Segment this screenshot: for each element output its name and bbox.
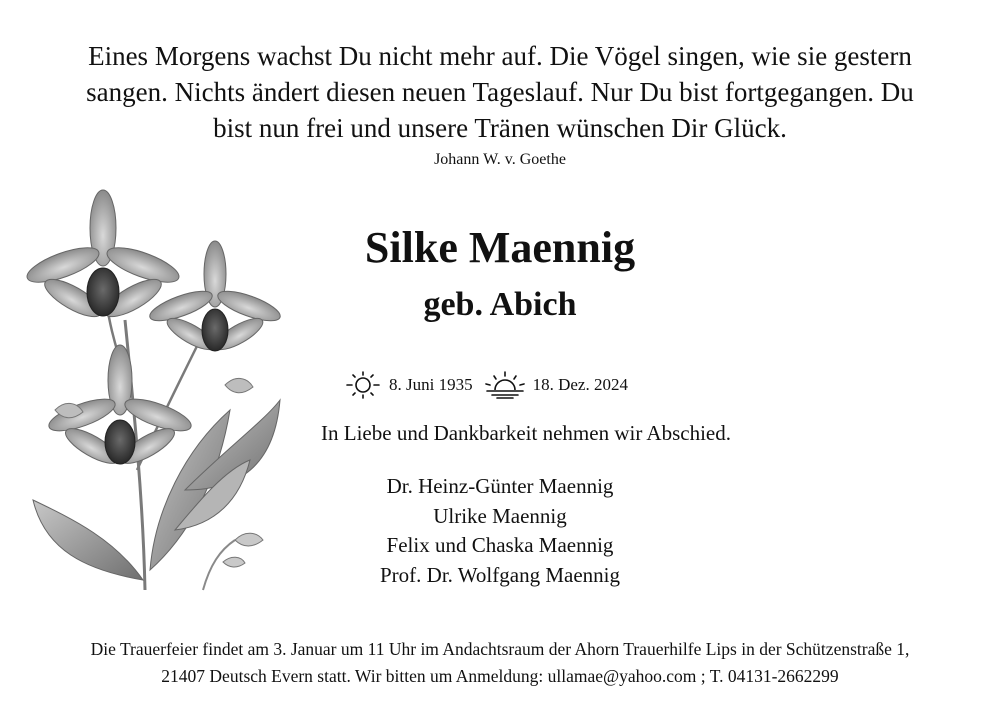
- service-line: 21407 Deutsch Evern statt. Wir bitten um Anmeldung: ullamae@yahoo.com ; T. 04131-2662299: [161, 666, 839, 686]
- deceased-name: Silke Maennig: [364, 223, 636, 272]
- birth-name: geb. Abich: [423, 286, 577, 323]
- farewell-text: In Liebe und Dankbarkeit nehmen wir Abschied.: [321, 421, 731, 445]
- service-info: [0, 636, 1000, 690]
- service-line: Die Trauerfeier findet am 3. Januar um 11 Uhr im Andachtsraum der Ahorn Trauerhilfe Lips in der Schützenstraße 1,: [90, 639, 910, 659]
- mourner-name: Dr. Heinz-Günter Maennig: [386, 474, 614, 498]
- poem-author: Johann W. v. Goethe: [434, 151, 566, 168]
- poem-line: Eines Morgens wachst Du nicht mehr auf. Die Vögel singen, wie sie gestern: [88, 41, 912, 71]
- death-date: 18. Dez. 2024: [532, 375, 628, 394]
- mourner-name: Prof. Dr. Wolfgang Maennig: [380, 562, 620, 587]
- poem-line: sangen. Nichts ändert diesen neuen Tageslauf. Nur Du bist fortgegangen. Du: [86, 77, 914, 107]
- life-dates: [343, 370, 628, 400]
- sunset-icon: [483, 370, 527, 400]
- poem-line: bist nun frei und unsere Tränen wünschen Dir Glück.: [213, 113, 787, 143]
- mourners-list: [0, 472, 1000, 590]
- mourner-name: Felix und Chaska Maennig: [386, 533, 614, 557]
- sun-icon: [343, 370, 383, 400]
- birth-date: 8. Juni 1935: [389, 375, 473, 394]
- mourner-name: Ulrike Maennig: [433, 503, 567, 528]
- poem-quote: [40, 38, 960, 146]
